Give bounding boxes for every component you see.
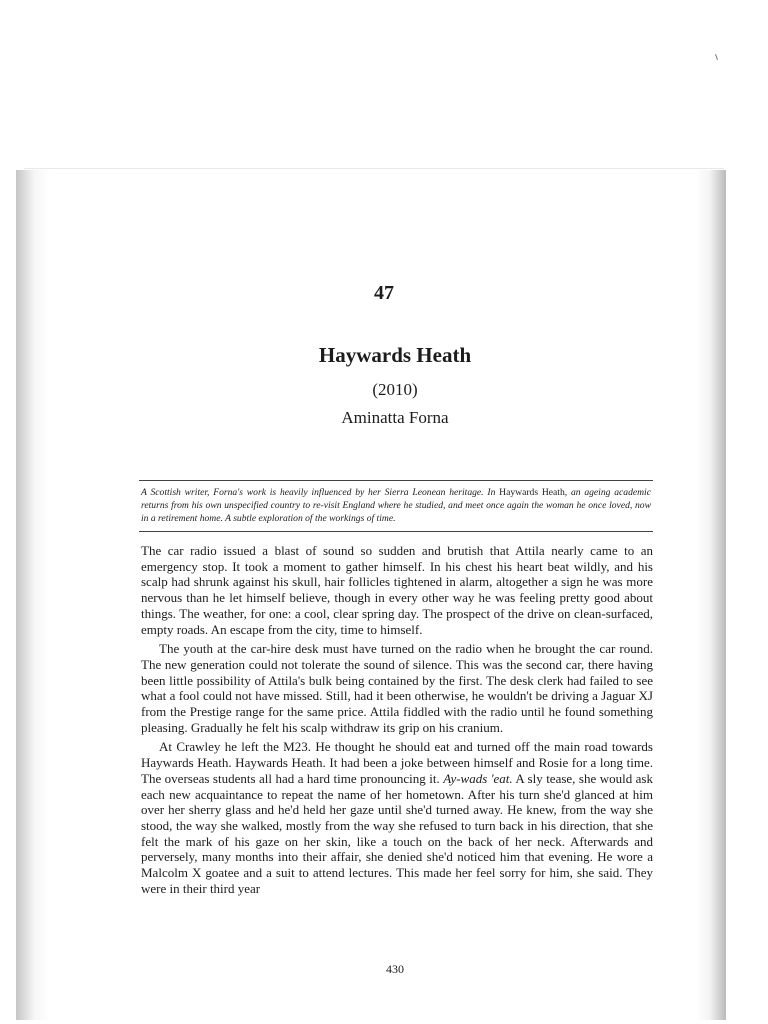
intro-text-1: A Scottish writer, Forna's work is heavily influenced by her Sierra Leonean heritage. In	[141, 487, 500, 498]
intro-text-2: , an ageing academic returns from his own unspecified country to re-visit England where he studied, and meet once again the woman he once loved, now in a retirement home. A subtle exploration of the workings of time.	[141, 487, 651, 524]
story-author: Aminatta Forna	[341, 408, 449, 427]
intro-top-rule	[139, 480, 653, 481]
story-year: (2010)	[372, 380, 418, 399]
intro-blurb	[141, 486, 651, 525]
body-paragraph: The youth at the car-hire desk must have turned on the radio when he brought the car round. The new generation could not tolerate the sound of silence. This was the second car, there having been little possibility of Attila's bulk being contained by the first. The desk clerk had failed to see what a fool could not have missed. Still, had it been otherwise, he wouldn't be driving a Jaguar XJ from the Prestige range for the same price. Attila fiddled with the radio until he found something pleasing. Gradually he felt his scalp withdraw its grip on his cranium.	[141, 641, 653, 735]
body-paragraph	[141, 739, 653, 896]
story-title: Haywards Heath	[318, 343, 472, 367]
intro-work-title: Haywards Heath	[499, 487, 565, 498]
page-number: 430	[386, 962, 404, 976]
paragraph-italic-text: Ay-wads 'eat.	[443, 770, 513, 786]
paragraph-text: A sly tease, she would ask each new acquaintance to repeat the name of her hometown. After his turn she'd glanced at him over her sherry glass and he'd held her gaze until she'd turned away. He knew, from the way she stood, the way she walked, mostly from the way she refused to turn back in his direction, that she felt the mark of his gaze on her skin, like a touch on the back of her neck. Afterwards and perversely, many months into their affair, she denied she'd noticed him that evening. He wore a Malcolm X goatee and a suit to attend lectures. This made her feel sorry for him, she said. They were in their third year	[141, 770, 653, 896]
story-body	[141, 543, 653, 900]
paragraph-text: At Crawley he left the M23. He thought he should eat and turned off the main road towards Haywards Heath. Haywards Heath. It had been a joke between himself and Rosie for a long time. The overseas students all had a hard time pronouncing it.	[141, 739, 653, 786]
intro-bottom-rule	[139, 531, 653, 532]
chapter-number: 47	[374, 282, 394, 304]
scan-speck	[715, 54, 718, 60]
body-paragraph: The car radio issued a blast of sound so sudden and brutish that Attila nearly came to an emergency stop. It took a moment to gather himself. In his chest his heart beat wildly, and his scalp had shrunk against his skull, hair follicles tightened in alarm, altogether a sign he was more nervous than he let himself believe, though in every other way he was feeling pretty good about things. The weather, for one: a cool, clear spring day. The prospect of the drive on clean-surfaced, empty roads. An escape from the city, time to himself.	[141, 543, 653, 637]
